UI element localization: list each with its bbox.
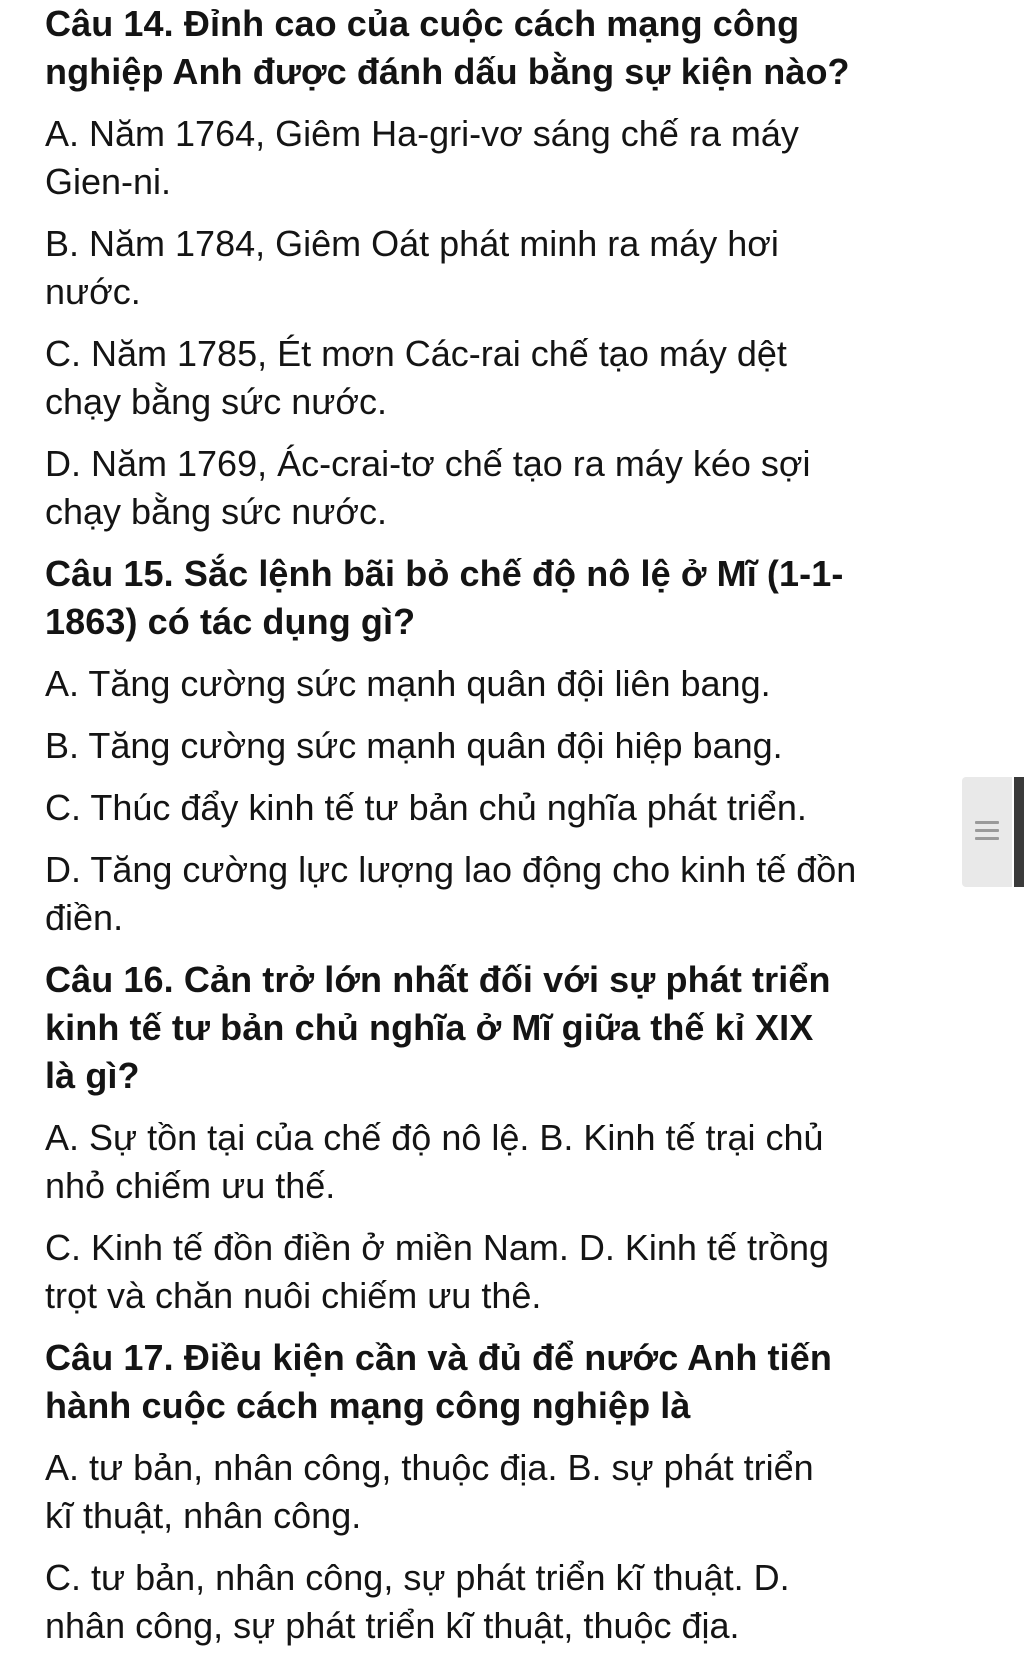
title-line: kinh tế tư bản chủ nghĩa ở Mĩ giữa thế kỉ XIX bbox=[45, 1007, 814, 1048]
question-15 bbox=[45, 550, 945, 942]
option-line: C. Năm 1785, Ét mơn Các-rai chế tạo máy dệt bbox=[45, 333, 787, 374]
scroll-drag-handle[interactable] bbox=[962, 777, 1012, 887]
option-line: C. tư bản, nhân công, sự phát triển kĩ thuật. D. bbox=[45, 1557, 790, 1598]
option-c-d bbox=[45, 1224, 945, 1320]
option-line: chạy bằng sức nước. bbox=[45, 491, 387, 532]
option-line: A. tư bản, nhân công, thuộc địa. B. sự phát triển bbox=[45, 1447, 814, 1488]
title-line: 1863) có tác dụng gì? bbox=[45, 601, 416, 642]
option-line: C. Kinh tế đồn điền ở miền Nam. D. Kinh tế trồng bbox=[45, 1227, 830, 1268]
option-b bbox=[45, 220, 945, 316]
question-title bbox=[45, 550, 945, 646]
option-line: điền. bbox=[45, 897, 124, 938]
question-title bbox=[45, 0, 945, 96]
option-line: C. Thúc đẩy kinh tế tư bản chủ nghĩa phát triển. bbox=[45, 787, 807, 828]
option-a-b bbox=[45, 1114, 945, 1210]
option-d bbox=[45, 440, 945, 536]
option-d bbox=[45, 846, 945, 942]
option-line: A. Năm 1764, Giêm Ha-gri-vơ sáng chế ra máy bbox=[45, 113, 799, 154]
title-line: là gì? bbox=[45, 1055, 140, 1096]
title-line: nghiệp Anh được đánh dấu bằng sự kiện nào? bbox=[45, 51, 850, 92]
option-c-d bbox=[45, 1554, 945, 1650]
document-page bbox=[45, 0, 945, 1664]
option-line: nước. bbox=[45, 271, 141, 312]
option-line: Gien-ni. bbox=[45, 161, 172, 202]
title-line: Câu 17. Điều kiện cần và đủ để nước Anh tiến bbox=[45, 1337, 832, 1378]
option-line: A. Tăng cường sức mạnh quân đội liên bang. bbox=[45, 663, 771, 704]
option-line: B. Tăng cường sức mạnh quân đội hiệp bang. bbox=[45, 725, 783, 766]
title-line: Câu 14. Đỉnh cao của cuộc cách mạng công bbox=[45, 3, 800, 44]
option-b bbox=[45, 722, 945, 770]
option-line: D. Năm 1769, Ác-crai-tơ chế tạo ra máy kéo sợi bbox=[45, 443, 811, 484]
title-line: Câu 16. Cản trở lớn nhất đối với sự phát triển bbox=[45, 959, 831, 1000]
option-c bbox=[45, 784, 945, 832]
title-line: hành cuộc cách mạng công nghiệp là bbox=[45, 1385, 691, 1426]
option-a bbox=[45, 110, 945, 206]
option-line: D. Tăng cường lực lượng lao động cho kinh tế đồn bbox=[45, 849, 857, 890]
question-14 bbox=[45, 0, 945, 536]
question-16 bbox=[45, 956, 945, 1320]
option-line: kĩ thuật, nhân công. bbox=[45, 1495, 362, 1536]
option-line: A. Sự tồn tại của chế độ nô lệ. B. Kinh tế trại chủ bbox=[45, 1117, 824, 1158]
option-a bbox=[45, 660, 945, 708]
option-a-b bbox=[45, 1444, 945, 1540]
question-title bbox=[45, 1334, 945, 1430]
option-c bbox=[45, 330, 945, 426]
option-line: chạy bằng sức nước. bbox=[45, 381, 387, 422]
option-line: nhỏ chiếm ưu thế. bbox=[45, 1165, 336, 1206]
scrollbar-thumb[interactable] bbox=[1014, 777, 1024, 887]
question-title bbox=[45, 956, 945, 1100]
drag-handle-icon bbox=[975, 821, 999, 841]
question-17 bbox=[45, 1334, 945, 1650]
option-line: B. Năm 1784, Giêm Oát phát minh ra máy hơi bbox=[45, 223, 779, 264]
option-line: trọt và chăn nuôi chiếm ưu thê. bbox=[45, 1275, 542, 1316]
option-line: nhân công, sự phát triển kĩ thuật, thuộc địa. bbox=[45, 1605, 740, 1646]
title-line: Câu 15. Sắc lệnh bãi bỏ chế độ nô lệ ở Mĩ (1-1- bbox=[45, 553, 844, 594]
